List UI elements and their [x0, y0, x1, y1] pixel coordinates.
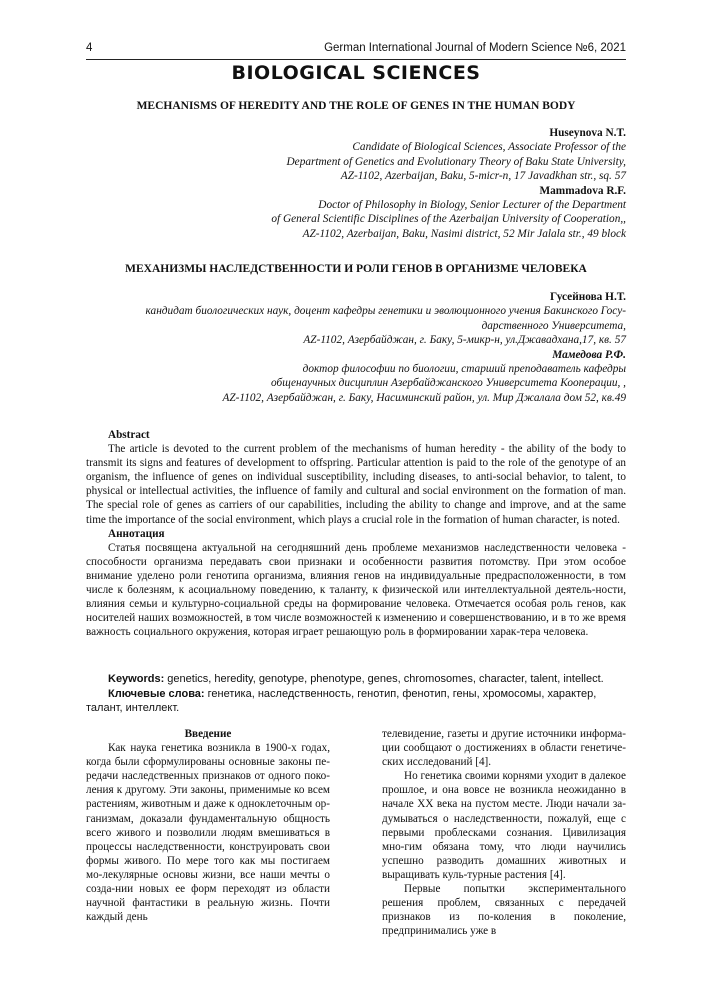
article-title-en: MECHANISMS OF HEREDITY AND THE ROLE OF GENES IN THE HUMAN BODY — [136, 100, 576, 112]
abstract-heading: Abstract — [108, 429, 150, 441]
abstract-heading-ru: Аннотация — [108, 527, 165, 540]
abstract-section — [86, 428, 626, 639]
article-title-ru: МЕХАНИЗМЫ НАСЛЕДСТВЕННОСТИ И РОЛИ ГЕНОВ В ОРГАНИЗМЕ ЧЕЛОВЕКА — [125, 263, 587, 275]
body-paragraph: Но генетика своими корнями уходит в далекое прошлое, и она вовсе не возникла неожиданно в начале XX века на пустом месте. Люди начали за-думываться о наследственности, пожалуй, еще с первыми проблесками сознания. Цивилизация мно-гим обязана тому, что люди научились успешно разводить домашних животных и выращивать куль-турные растения [4]. — [382, 770, 626, 881]
body-paragraph: телевидение, газеты и другие источники информа-ции сообщают о достижениях в области генетиче-ских исследований [4]. — [382, 728, 626, 769]
section-title: BIOLOGICAL SCIENCES — [231, 62, 481, 84]
author2-name-en: Mammadova R.F. — [539, 184, 626, 197]
keywords-en — [86, 672, 626, 687]
author2-aff-en-line2: of General Scientific Disciplines of the Azerbaijan University of Cooperation,, — [271, 213, 626, 226]
author2-aff-en-line3: AZ-1102, Azerbaijan, Baku, Nasimi district, 52 Mir Jalala str., 49 block — [302, 227, 626, 240]
intro-heading: Введение — [184, 728, 232, 740]
author1-name-en: Huseynova N.T. — [549, 127, 626, 139]
page-number: 4 — [86, 42, 93, 54]
body-paragraph: Как наука генетика возникла в 1900-х годах, когда были сформулированы основные законы пе-редачи наследственных признаков от одного поко-ления к другому. Эти законы, применимые ко всем растениям, животным и даже к одноклеточным ор-ганизмам, доказали фундаментальную общность всего живого и позволили людям вмешиваться в процессы наследственности, конструировать свои формы живого. По мере того как мы постигаем мо-лекулярные основы жизни, все наши мечты о созда-нии новых ее форм переходят из области научной фантастики в реальную жизнь. Почти каждый день — [86, 742, 330, 924]
body-paragraph: Первые попытки экспериментального решения проблем, связанных с передачей признаков из по-коления в поколение, предпринимались уже в — [382, 883, 626, 938]
author2-aff-ru-line3: AZ-1102, Азербайджан, г. Баку, Насиминский район, ул. Мир Джалала дом 52, кв.49 — [222, 391, 626, 404]
authors-ru — [86, 290, 626, 405]
author1-name-ru: Гусейнова Н.Т. — [549, 291, 626, 303]
running-header — [86, 41, 626, 60]
keywords-ru — [86, 687, 626, 716]
author2-aff-en-line1: Doctor of Philosophy in Biology, Senior Lecturer of the Department — [318, 199, 626, 212]
abstract-text-ru: Статья посвящена актуальной на сегодняшний день проблеме механизмов наследственности человека - способности организма передавать свои признаки и особенности развития потомству. При этом особое внимание уделено роли генотипа организма, влияния генов на индивидуальные предрасположенности, в том числе к болезням, к асоциальному поведению, к таланту, к физической или интеллектуальной деятель-ности, влияния семьи и культурно-социальной среды на формирование человека. Отмечается особая роль генов, как носителей наших возможностей, в том числе возможностей к изменению и совершенствованию, и в то же время важность социального окружения, которая играет решающую роль в формировании харак-тера человека. — [86, 541, 626, 639]
author1-aff-en-line2: Department of Genetics and Evolutionary Theory of Baku State University, — [286, 155, 626, 168]
author1-aff-ru-line3: AZ-1102, Азербайджан, г. Баку, 5-микр-н, ул.Джавадхана,17, кв. 57 — [303, 334, 626, 347]
keywords-section — [86, 672, 626, 716]
keywords-en-label: Keywords: — [108, 673, 165, 685]
authors-en — [86, 126, 626, 241]
author2-aff-ru-line2: общенаучных дисциплин Азербайджанского Университета Кооперации, , — [271, 377, 626, 390]
abstract-text: The article is devoted to the current problem of the mechanisms of human heredity - the ability of the body to transmit its signs and features of development to offspring. Particular attention is paid to the role of the genotype of an organism, the influence of genes on individual susceptibility, including diseases, to anti-social behavior, to talent, to physical or intellectual activities, the influence of family and cultural and social environment on the formation of man. The special role of genes as carriers of our capabilities, including the ability to change and improve, and at the same time the importance of the social environment, which plays a crucial role in the formation of human character, is noted. — [86, 443, 626, 526]
body-column-right — [382, 727, 626, 938]
journal-name: German International Journal of Modern Science №6, 2021 — [324, 42, 626, 54]
author1-aff-ru-line1: кандидат биологических наук, доцент кафедры генетики и эволюционного учения Бакинского Госу- — [145, 305, 626, 318]
author1-aff-ru-line2: дарственного Университета, — [481, 319, 626, 332]
keywords-ru-label: Ключевые слова: — [108, 687, 205, 700]
author2-aff-ru-line1: доктор философии по биологии, старший преподаватель кафедры — [302, 363, 626, 376]
keywords-ru-text: генетика, наследственность, генотип, фенотип, гены, хромосомы, характер, талант, интеллект. — [86, 687, 597, 714]
author2-name-ru: Мамедова Р.Ф. — [552, 348, 626, 361]
author1-aff-en-line3: AZ-1102, Azerbaijan, Baku, 5-micr-n, 17 Javadkhan str., sq. 57 — [340, 170, 626, 183]
keywords-en-text: genetics, heredity, genotype, phenotype, genes, chromosomes, character, talent, intellect. — [164, 673, 604, 685]
author1-aff-en-line1: Candidate of Biological Sciences, Associate Professor of the — [352, 141, 626, 154]
body-column-left — [86, 727, 330, 924]
